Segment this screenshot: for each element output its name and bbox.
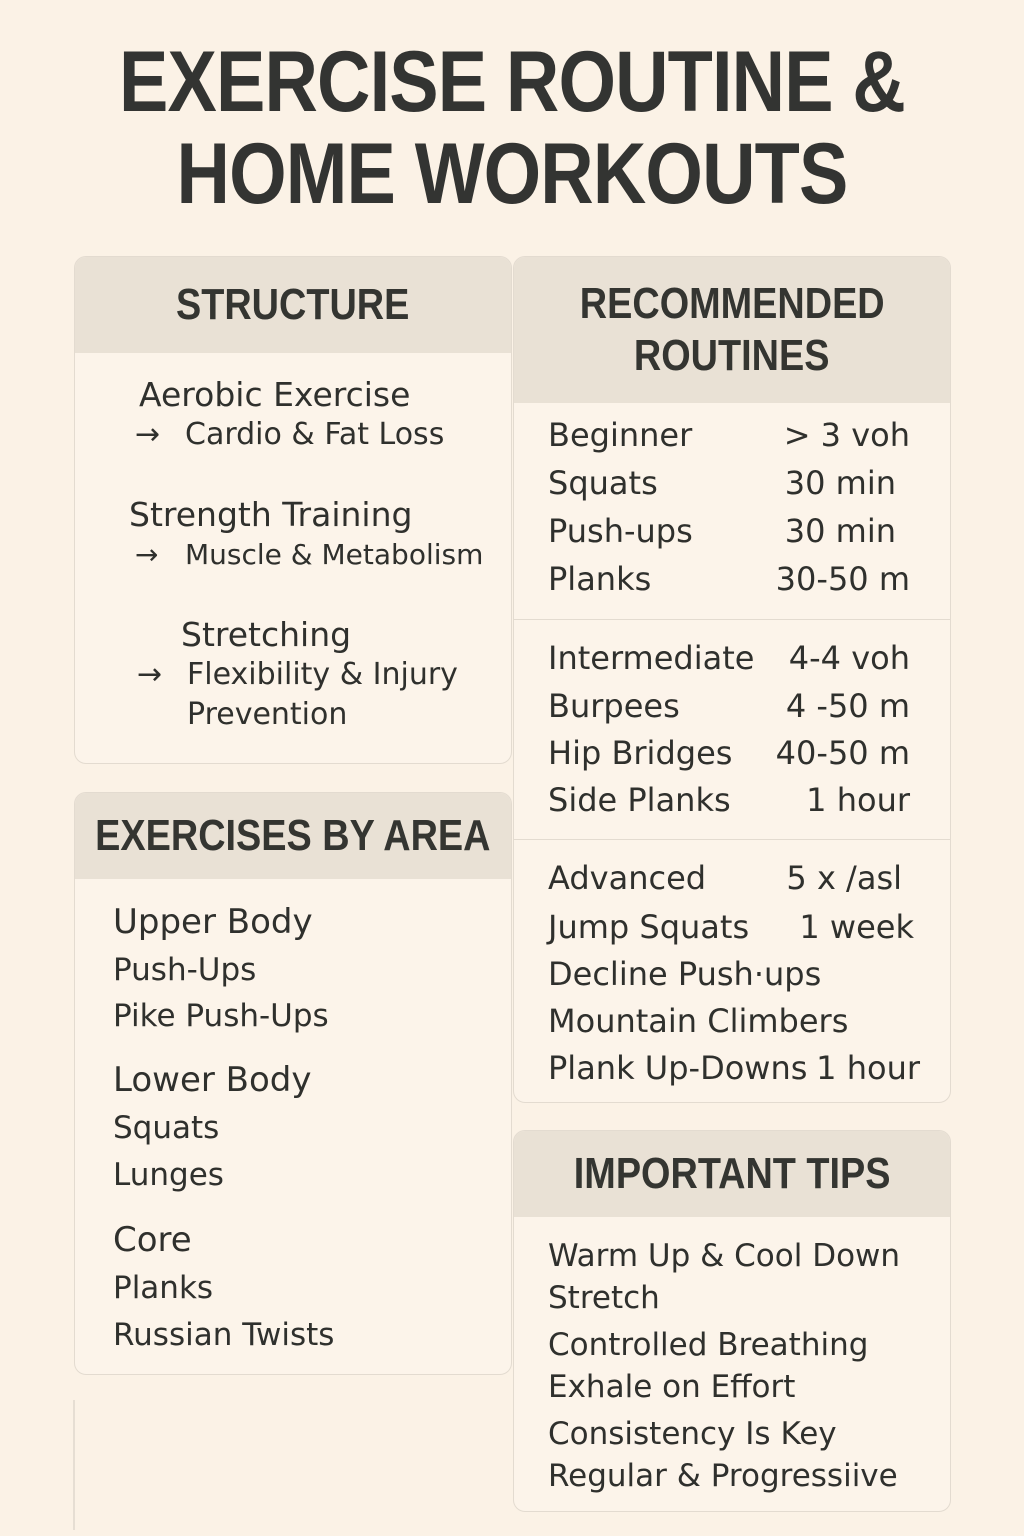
divider-line [73,1400,75,1530]
structure-detail-text: Flexibility & Injury [187,657,458,692]
area-group-upper-body: Upper Body [113,902,313,942]
tip-line: Exhale on Effort [548,1369,796,1405]
area-exercise: Push-Ups [113,952,257,988]
page-title [72,36,953,220]
routine-row [548,507,910,555]
structure-heading [75,257,511,353]
tip-line: Consistency Is Key [548,1416,837,1452]
routines-card [513,256,951,1103]
tip-line: Stretch [548,1280,660,1316]
routine-value: 1 hour [806,781,910,819]
structure-item-label: Stretching [181,615,352,654]
area-group-lower-body: Lower Body [113,1060,312,1100]
routine-row [548,903,914,951]
structure-heading-text: STRUCTURE [176,280,410,329]
routine-row [548,776,910,824]
structure-item-strength [129,495,483,575]
routine-row [548,1044,920,1092]
title-line-2: HOME WORKOUTS [176,126,848,222]
routine-row [548,729,910,777]
tip-line: Controlled Breathing [548,1327,869,1363]
routine-value: 40-50 m [775,734,910,772]
routine-value: 30-50 m [775,560,910,598]
routine-level: Advanced [548,859,707,897]
important-tips-card [513,1130,951,1512]
routine-value: 1 hour [816,1049,920,1087]
structure-detail-text: Cardio & Fat Loss [185,417,445,452]
routine-level: Beginner [548,416,693,454]
structure-item-detail [135,415,444,455]
routine-row [548,411,910,459]
routine-value: 4 -50 m [785,687,910,725]
area-exercise: Russian Twists [113,1317,335,1353]
tip-line: Regular & Progressiive [548,1458,898,1494]
structure-item-detail-2: Prevention [187,697,348,732]
area-exercise: Squats [113,1110,220,1146]
routine-row [548,950,910,998]
area-heading-text: EXERCISES BY AREA [95,811,491,860]
area-exercise: Planks [113,1270,214,1306]
structure-item-detail [137,655,458,695]
routine-value: 30 min [784,512,896,550]
routine-value: 30 min [784,464,896,502]
routine-row [548,634,910,682]
structure-item-detail [135,535,483,575]
area-heading [75,793,511,879]
routines-heading-line-1: RECOMMENDED [579,279,885,328]
arrow-right-icon: → [135,538,159,571]
routine-exercise: Hip Bridges [548,734,733,772]
routine-row [548,555,910,603]
routine-block-beginner [514,403,950,619]
routine-value: 1 week [799,908,914,946]
routine-exercise: Decline Push·ups [548,955,822,993]
routine-value: 5 x /asl [786,859,902,897]
arrow-right-icon: → [137,657,163,692]
routine-exercise: Burpees [548,687,680,725]
exercises-by-area-card [74,792,512,1375]
title-line-1: EXERCISE ROUTINE & [119,34,905,130]
structure-detail-text: Muscle & Metabolism [185,538,484,571]
routine-row [548,682,910,730]
routine-exercise: Push-ups [548,512,693,550]
tips-heading [514,1131,950,1217]
area-exercise: Pike Push-Ups [113,998,329,1034]
routine-row [548,459,910,507]
structure-item-label: Strength Training [129,495,413,534]
tips-heading-text: IMPORTANT TIPS [573,1149,891,1198]
structure-card [74,256,512,764]
area-exercise: Lunges [113,1157,224,1193]
routine-exercise: Squats [548,464,658,502]
area-group-core: Core [113,1220,192,1260]
routine-level: Intermediate [548,639,755,677]
arrow-right-icon: → [135,417,161,452]
routine-exercise: Mountain Climbers [548,1002,849,1040]
routine-value: 4-4 voh [788,639,910,677]
routine-block-advanced [514,839,950,1103]
routine-exercise: Side Planks [548,781,731,819]
routine-exercise: Plank Up-Downs [548,1049,808,1087]
routine-exercise: Jump Squats [548,908,750,946]
routine-row [548,854,910,902]
routine-value: > 3 voh [783,416,910,454]
routine-exercise: Planks [548,560,652,598]
routines-heading-line-2: ROUTINES [634,331,830,380]
structure-item-stretching [137,615,458,735]
tip-line: Warm Up & Cool Down [548,1238,901,1274]
routine-row [548,997,910,1045]
structure-item-label: Aerobic Exercise [139,375,411,414]
structure-item-aerobic [135,375,445,455]
routines-heading [514,257,950,403]
routine-block-intermediate [514,619,950,839]
